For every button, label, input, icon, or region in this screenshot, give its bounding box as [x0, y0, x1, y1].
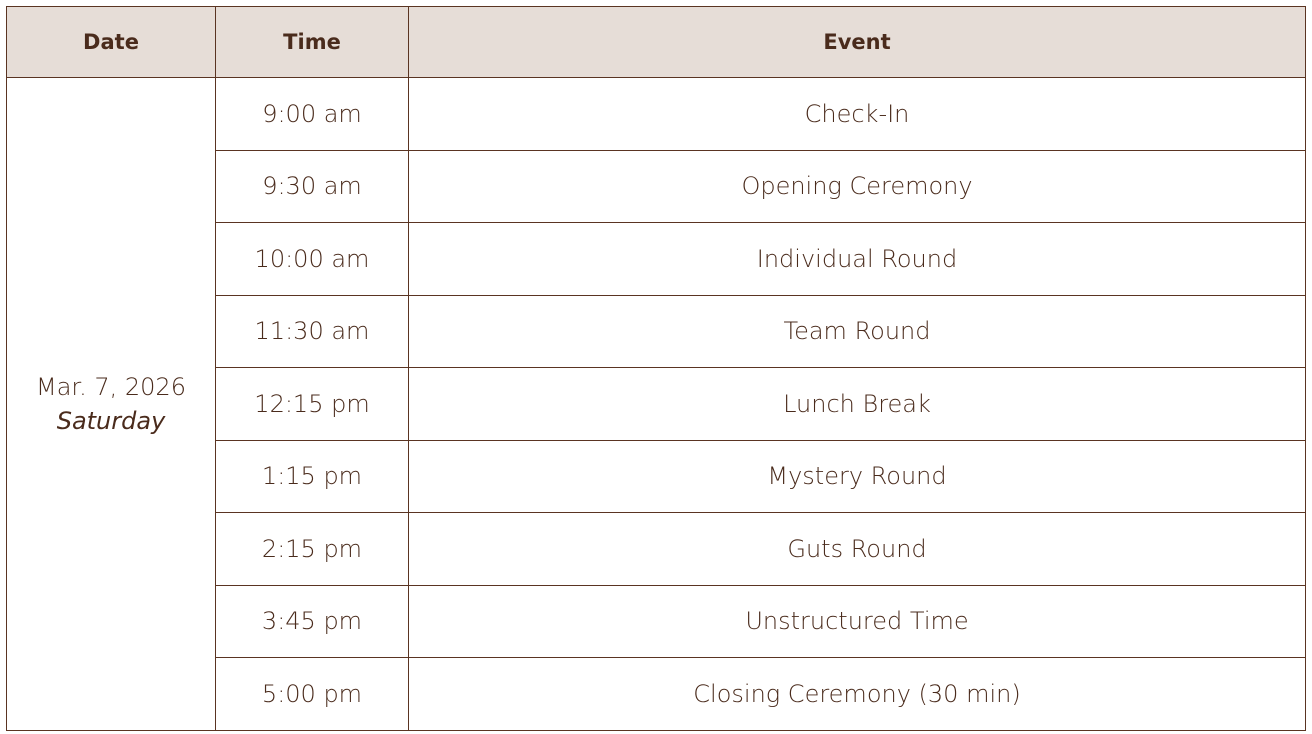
event-cell: Lunch Break [409, 368, 1306, 441]
event-cell: Closing Ceremony (30 min) [409, 658, 1306, 731]
time-cell: 2:15 pm [216, 513, 409, 586]
header-time: Time [216, 7, 409, 78]
date-cell [7, 78, 216, 731]
header-event: Event [409, 7, 1306, 78]
time-cell: 11:30 am [216, 295, 409, 368]
event-cell: Team Round [409, 295, 1306, 368]
event-cell: Check-In [409, 78, 1306, 151]
schedule-table [6, 6, 1306, 731]
time-cell: 9:00 am [216, 78, 409, 151]
event-cell: Guts Round [409, 513, 1306, 586]
time-cell: 3:45 pm [216, 585, 409, 658]
time-cell: 5:00 pm [216, 658, 409, 731]
time-cell: 12:15 pm [216, 368, 409, 441]
time-cell: 10:00 am [216, 223, 409, 296]
event-cell: Opening Ceremony [409, 150, 1306, 223]
schedule-body [7, 78, 1306, 731]
event-cell: Mystery Round [409, 440, 1306, 513]
schedule-header [7, 7, 1306, 78]
event-date: Mar. 7, 2026 [36, 372, 186, 401]
time-cell: 1:15 pm [216, 440, 409, 513]
event-day: Saturday [56, 406, 166, 435]
header-date: Date [7, 7, 216, 78]
time-cell: 9:30 am [216, 150, 409, 223]
table-row [7, 78, 1306, 151]
event-cell: Individual Round [409, 223, 1306, 296]
event-cell: Unstructured Time [409, 585, 1306, 658]
header-row [7, 7, 1306, 78]
